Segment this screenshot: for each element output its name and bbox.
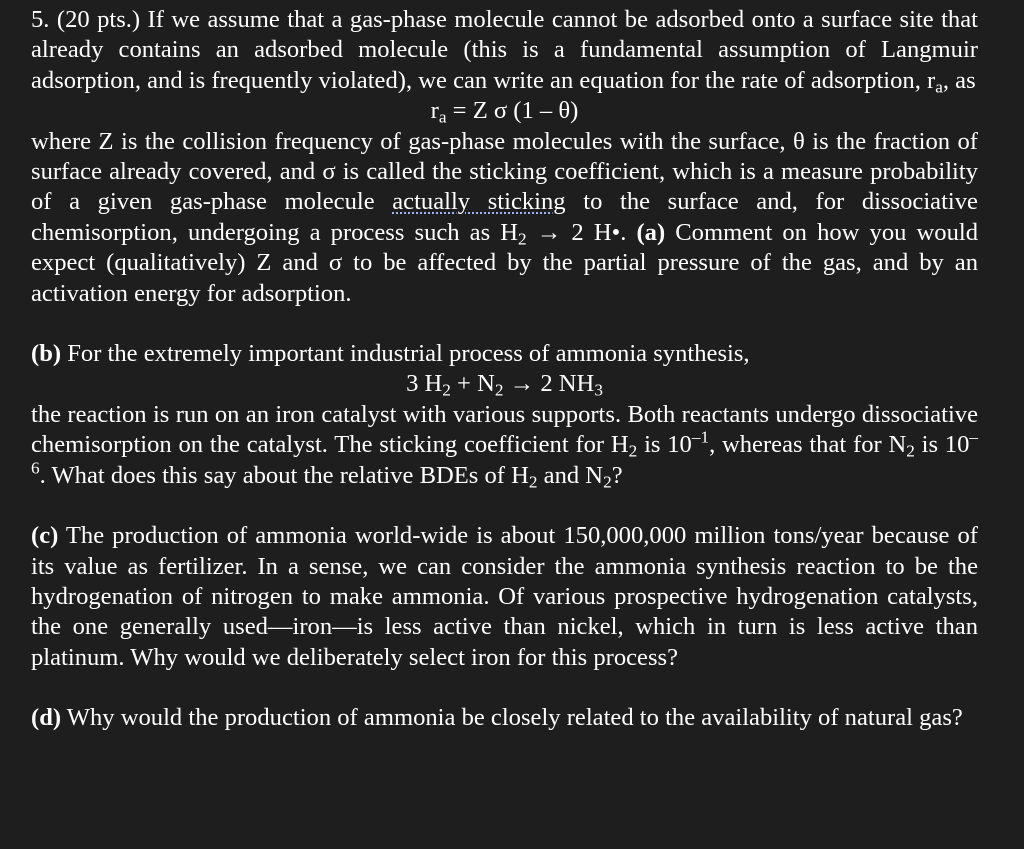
part-b-sup-1: –1 xyxy=(691,427,710,447)
part-a-label: (a) xyxy=(636,218,666,246)
part-d-text: Why would the production of ammonia be closely related to the availability of natural gas? xyxy=(66,704,963,732)
question-number: 5. xyxy=(31,6,50,33)
variable-description xyxy=(31,127,978,309)
spacer xyxy=(31,309,978,339)
intro-subscript: a xyxy=(935,77,943,97)
desc-text-1: where Z is the collision frequency of gas-phase molecules with the surface, θ is the fraction of surface already covered, and σ is called the sticking coefficient, which is a measure probability of a given gas-phase molecule xyxy=(31,127,978,216)
part-a-text: Comment on how you would expect (qualitatively) Z and σ to be affected by the partial pressure of the gas, and by an activation energy for adsorption. xyxy=(31,218,978,307)
part-b-intro xyxy=(31,339,978,369)
part-b-sub-1: 2 xyxy=(628,441,638,461)
spacer xyxy=(31,491,978,521)
part-b-intro-text: For the extremely important industrial process of ammonia synthesis, xyxy=(67,340,750,368)
part-b-text-3: , whereas that for N xyxy=(709,431,907,459)
reaction-term-n2: + N xyxy=(450,370,495,398)
equation-lhs: r xyxy=(430,97,439,125)
part-b-text-5: . What does this say about the relative BDEs of H xyxy=(39,461,529,489)
part-d xyxy=(31,703,978,733)
question-points: (20 pts.) xyxy=(56,6,141,33)
desc-text-3: → 2 H•. xyxy=(526,218,627,246)
reaction-sub-3: 3 xyxy=(594,380,603,400)
part-b-text-6: and N xyxy=(537,461,604,489)
reaction-term-h2: 3 H xyxy=(406,370,443,398)
part-b-sup-2: –6 xyxy=(31,427,979,478)
part-b-text-4: is 10 xyxy=(914,431,970,459)
question-intro xyxy=(31,5,978,96)
spacer xyxy=(31,673,978,703)
part-c-label: (c) xyxy=(31,522,59,550)
dotted-underlined-phrase: actually sticking xyxy=(392,188,566,216)
part-b-sub-4: 2 xyxy=(603,471,612,491)
part-b-label: (b) xyxy=(31,340,62,368)
intro-end: , as xyxy=(942,66,976,94)
equation-lhs-subscript: a xyxy=(438,107,447,127)
desc-text-2: to the surface and, for dissociative chemisorption, undergoing a process such as H xyxy=(31,188,978,246)
part-c xyxy=(31,521,978,673)
part-b-text-2: is 10 xyxy=(637,431,692,459)
part-b-text-7: ? xyxy=(611,461,623,489)
intro-text: If we assume that a gas-phase molecule cannot be adsorbed onto a surface site that already contains an adsorbed molecule (this is a fundamental assumption of Langmuir adsorption, and is frequently violated), we can write an equation for the rate of adsorption, r xyxy=(31,6,978,94)
reaction-sub-1: 2 xyxy=(442,380,451,400)
reaction-term-nh3: → 2 NH xyxy=(503,370,595,398)
part-d-label: (d) xyxy=(31,704,62,732)
desc-subscript: 2 xyxy=(518,229,527,249)
ammonia-reaction-equation xyxy=(31,369,978,399)
part-b-text-1: the reaction is run on an iron catalyst with various supports. Both reactants undergo dissociative chemisorption on the catalyst. The sticking coefficient for H xyxy=(31,400,978,459)
part-b-sub-3: 2 xyxy=(528,471,538,491)
problem-document xyxy=(31,5,978,734)
equation-rhs: = Z σ (1 – θ) xyxy=(446,97,579,125)
part-c-text: The production of ammonia world-wide is about 150,000,000 million tons/year because of its value as fertilizer. In a sense, we can consider the ammonia synthesis reaction to be the hydrogenation of nitrogen to make ammonia. Of various prospective hydrogenation catalysts, the one generally used—iron—is less active than nickel, which in turn is less active than platinum. Why would we deliberately select iron for this process? xyxy=(31,522,978,671)
rate-equation xyxy=(31,96,978,126)
part-b-sub-2: 2 xyxy=(906,441,915,461)
part-b-body xyxy=(31,400,978,491)
reaction-sub-2: 2 xyxy=(494,380,504,400)
